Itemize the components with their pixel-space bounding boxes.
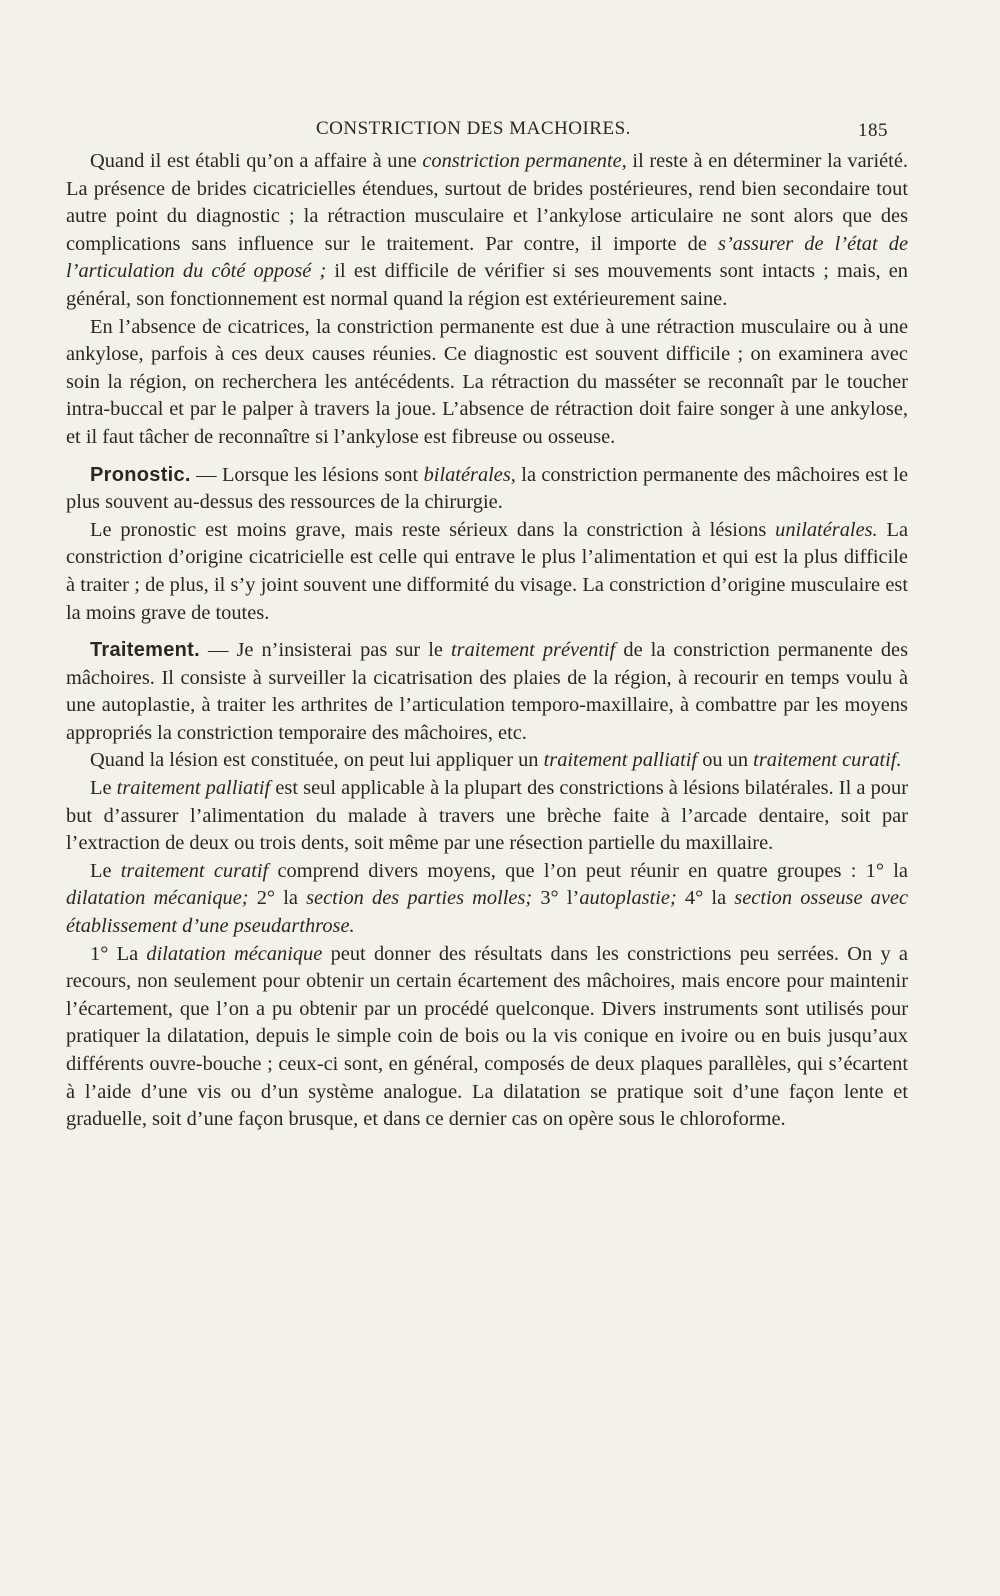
paragraph: En l’absence de cicatrices, la constriction permanente est due à une rétraction musculaire ou à une ankylose, parfois à ces deux causes réunies. Ce diagnostic est souvent difficile ; on examinera avec soin la région, on recherchera les antécédents. La rétraction du masséter se reconnaît par le toucher intra-buccal et par le palper à travers la joue. L’absence de rétraction doit faire songer à une ankylose, et il faut tâcher de reconnaître si l’ankylose est fibreuse ou osseuse. [66,315,908,448]
text-run: 2° la [248,887,307,910]
paragraph [66,858,908,941]
italic-run: constriction permanente, [422,150,627,172]
italic-run: traitement curatif. [753,749,902,772]
italic-run: section osseuse avec établissement d’une pseudarthrose. [66,887,909,938]
text-run: 3° l’ [532,887,580,910]
text-run: 1° La [90,942,147,965]
text-run: ou un [697,749,754,772]
italic-run: autoplastie; [579,887,677,910]
text-run: Quand il est établi qu’on a affaire à une [90,150,423,172]
text-run: de la constriction permanente des mâchoires. Il consiste à surveiller la cicatrisation des plaies de la région, à recourir en temps voulu à une autoplastie, à traiter les arthrites de l’articulation temporo-maxillaire, à combattre par les moyens appropriés la constriction temporaire des mâchoires, etc. [66,639,909,744]
text-run: Le [90,777,117,800]
text-run: est seul applicable à la plupart des constrictions à lésions bilatérales. Il a pour but d’assurer l’alimentation du malade à travers une brèche faite à l’arcade dentaire, soit par l’extraction de deux ou trois dents, soit même par une résection partielle du maxillaire. [66,777,908,855]
italic-run: unilatérales. [775,518,878,541]
page-number: 185 [858,120,888,141]
page-header [0,114,1000,144]
paragraph [66,747,908,775]
prognosis-paragraph [66,462,908,517]
italic-run: traitement palliatif [543,749,698,772]
italic-run: traitement palliatif [116,777,271,800]
text-run: il reste à en déterminer la variété. La présence de brides cicatricielles étendues, surtout de brides postérieures, rend bien secondaire tout autre point du diagnostic ; la rétraction musculaire et l’ankylose articulaire ne sont alors que des complications sans influence sur le traitement. Par contre, il importe de [66,150,908,255]
text-run: — Je n’insisterai pas sur le [200,639,452,662]
italic-run: dilatation mécanique [146,942,323,965]
italic-run: bilatérales, [423,463,516,486]
running-title: CONSTRICTION DES MACHOIRES. [316,118,631,139]
treatment-paragraph [66,637,908,747]
text-run: la constriction permanente des mâchoires est le plus souvent au-dessus des ressources de la chirurgie. [66,463,908,514]
italic-run: dilatation mécanique; [66,887,249,910]
text-run: La constriction d’origine cicatricielle est celle qui entrave le plus l’alimentation et qui est la plus difficile à traiter ; de plus, il s’y joint souvent une difformité du visage. La constriction d’origine musculaire est la moins grave de toutes. [66,518,909,624]
italic-run: s’assurer de l’état de l’articulation du côté opposé ; [66,232,908,283]
text-run: il est difficile de vérifier si ses mouvements sont intacts ; mais, en général, son fonctionnement est normal quand la région est extérieurement saine. [66,260,909,310]
text-run: 4° la [676,887,735,910]
text-run: Quand la lésion est constituée, on peut lui appliquer un [90,749,544,772]
italic-run: section des parties molles; [306,887,533,910]
italic-run: traitement préventif [451,639,616,662]
paragraph [66,517,908,627]
paragraph [66,775,908,858]
text-run: Le [90,859,121,882]
text-run: — Lorsque les lésions sont [190,463,424,486]
text-run: peut donner des résultats dans les constrictions peu serrées. On y a recours, non seulement pour obtenir un certain écartement des mâchoires, mais encore pour maintenir l’écartement, que l’on a pu obtenir par un procédé quelconque. Divers instruments sont utilisés pour pratiquer la dilatation, depuis le simple coin de bois ou la vis conique en ivoire ou en buis jusqu’aux différents ouvre-bouche ; ceux-ci sont, en général, composés de deux plaques parallèles, qui s’écartent à l’aide d’une vis ou d’un système analogue. La dilatation se pratique soit d’une façon lente et graduelle, soit d’une façon brusque, et dans ce dernier cas on opère sous le chloroforme. [66,942,908,1131]
paragraph [66,941,908,1134]
section-heading-traitement: Traitement. [90,639,200,662]
text-run: comprend divers moyens, que l’on peut réunir en quatre groupes : 1° la [268,859,908,882]
text-run: Le pronostic est moins grave, mais reste sérieux dans la constriction à lésions [90,518,776,541]
italic-run: traitement curatif [120,859,269,882]
paragraph [66,148,908,314]
body-text [66,148,908,1134]
section-heading-pronostic: Pronostic. [90,463,191,486]
